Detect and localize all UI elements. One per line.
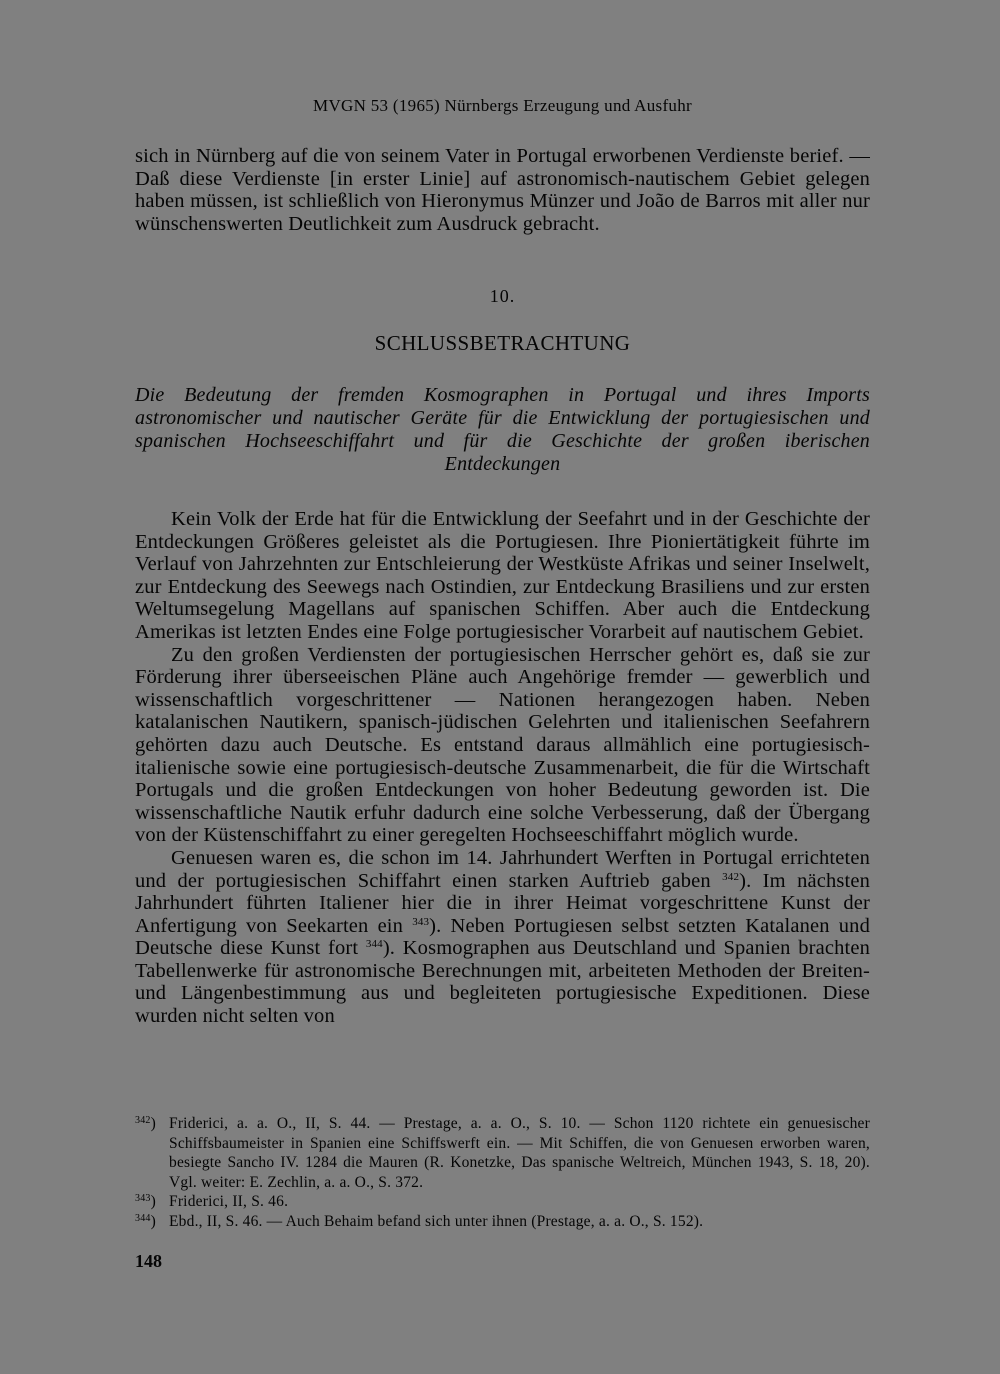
page-number: 148: [135, 1251, 162, 1271]
footnote-text: Friderici, a. a. O., II, S. 44. — Prestage, a. a. O., S. 10. — Schon 1120 richtete ein genuesischer Schiffsbaumeister in Spanien eine Schiffswerft ein. — Mit Schiffen, die von Genuesen erworben waren, besiegte Sancho IV. 1284 die Mauren (R. Konetzke, Das spanische Weltreich, München 1943, S. 18, 20). Vgl. weiter: E. Zechlin, a. a. O., S. 372.: [169, 1115, 870, 1191]
footnote-ref-342[interactable]: 342: [722, 870, 740, 883]
paragraph-3-text-part-1: Genuesen waren es, die schon im 14. Jahrhundert Werften in Portugal errichteten und der portugiesischen Schiffahrt einen starken Auftrieb gaben: [135, 846, 870, 892]
section-subtitle: Die Bedeutung der fremden Kosmographen in Portugal und ihres Imports astronomischer und nautischer Geräte für die Entwicklung der portugiesischen und spanischen Hochseeschiffahrt und für die Geschichte der großen iberischen Entdeckungen: [135, 384, 870, 475]
running-head: MVGN 53 (1965) Nürnbergs Erzeugung und Ausfuhr: [313, 96, 692, 115]
footnote-text: Ebd., II, S. 46. — Auch Behaim befand sich unter ihnen (Prestage, a. a. O., S. 152).: [169, 1212, 704, 1230]
intro-paragraph: sich in Nürnberg auf die von seinem Vater in Portugal erworbenen Verdienste berief. — Daß diese Verdienste [in erster Linie] auf astronomisch-nautischem Gebiet gelegen haben müssen, ist schließlich von Hieronymus Münzer und João de Barros mit aller nur wünschenswerten Deutlichkeit zum Ausdruck gebracht.: [135, 145, 870, 235]
body-text: [135, 508, 870, 1028]
footnote-number: 342: [135, 1115, 151, 1126]
footnote-number: 344: [135, 1212, 151, 1224]
footnotes: [135, 1114, 870, 1231]
body-paragraph-1: Kein Volk der Erde hat für die Entwicklung der Seefahrt und in der Geschichte der Entdeckungen Größeres geleistet als die Portugiesen. Ihre Pioniertätigkeit führte im Verlauf von Jahrzehnten zur Entschleierung der Westküste Afrikas und seiner Inselwelt, zur Entdeckung des Seewegs nach Ostindien, zur Entdeckung Brasiliens und zur ersten Weltumsegelung Magellans auf spanischen Schiffen. Aber auch die Entdeckung Amerikas ist letzten Endes eine Folge portugiesischer Vorarbeit auf nautischem Gebiet.: [135, 508, 870, 643]
footnote: [135, 1212, 870, 1232]
paragraph-3-text-part-2: ). Im nächsten Jahrhundert führten Italiener hier die in ihrer Heimat vorgeschrittene Kunst der Anfertigung von Seekarten ein: [135, 869, 871, 937]
paragraph-3-text-part-4: ). Kosmographen aus Deutschland und Spanien brachten Tabellenwerke für astronomische Berechnungen mit, arbeiteten Methoden der Breiten- und Längenbestimmung aus und begleiteten portugiesische Expeditionen. Diese wurden nicht selten von: [135, 937, 870, 1028]
paragraph-3-text-part-3: ). Neben Portugiesen selbst setzten Katalanen und Deutsche diese Kunst fort: [135, 914, 870, 960]
footnote-marker: $^{342}$): [135, 1115, 156, 1132]
footnote-ref-344[interactable]: 344: [365, 938, 383, 951]
body-paragraph-3: [135, 847, 870, 1028]
footnote-marker: $^{344}$): [135, 1212, 156, 1230]
document-page: [135, 0, 870, 1374]
footnote: [135, 1114, 870, 1192]
intro-paragraph-block: [135, 145, 870, 235]
footnote: [135, 1192, 870, 1212]
body-paragraph-2: Zu den großen Verdiensten der portugiesischen Herrscher gehört es, daß sie zur Förderung ihrer überseeischen Pläne auch Angehörige fremder — gewerblich und wissenschaftlich vorgeschrittener — Nationen herangezogen haben. Neben katalanischen Nautikern, spanisch-jüdischen Gelehrten und italienischen Seefahrern gehörten dazu auch Deutsche. Es entstand daraus allmählich eine portugiesisch-italienische sowie eine portugiesisch-deutsche Zusammenarbeit, die für die Wirtschaft Portugals und die großen Entdeckungen von hoher Bedeutung geworden ist. Die wissenschaftliche Nautik erfuhr dadurch eine solche Verbesserung, daß der Übergang von der Küstenschiffahrt zu einer geregelten Hochseeschiffahrt möglich wurde.: [135, 643, 870, 847]
section-number: 10.: [489, 286, 516, 306]
footnote-text: Friderici, II, S. 46.: [169, 1193, 289, 1210]
section-title: SCHLUSSBETRACHTUNG: [374, 331, 631, 355]
footnote-ref-343[interactable]: 343: [412, 915, 430, 928]
footnote-marker: $^{343}$): [135, 1193, 156, 1210]
footnote-number: 343: [135, 1193, 151, 1204]
